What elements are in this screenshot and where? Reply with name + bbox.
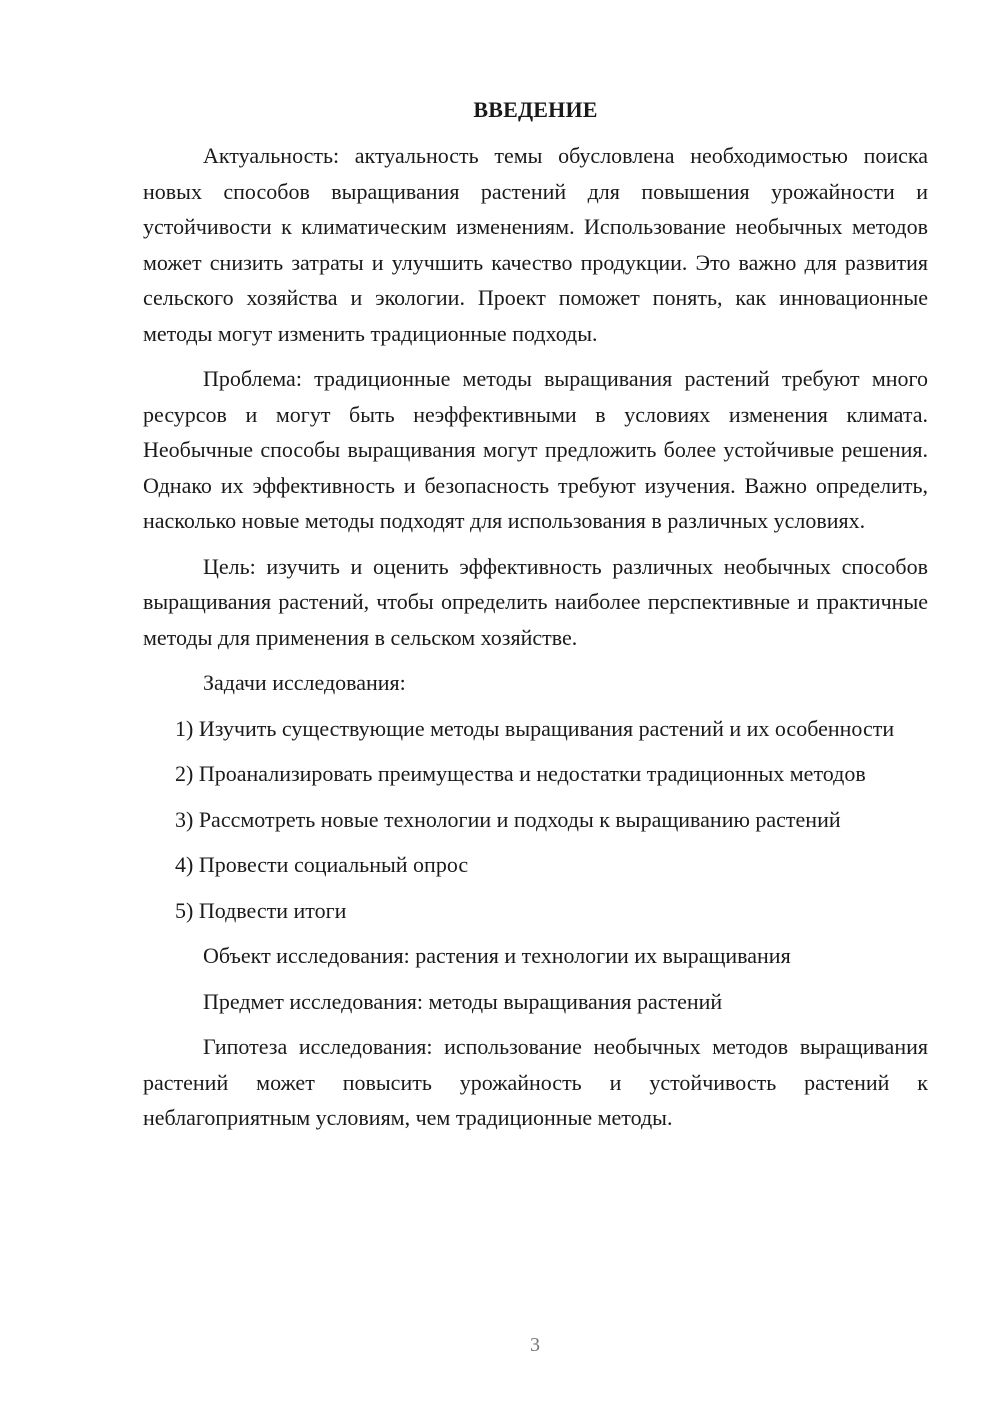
document-body — [143, 94, 928, 1136]
goal-paragraph: Цель: изучить и оценить эффективность различных необычных способов выращивания растений, чтобы определить наиболее перспективные и практичные методы для применения в сельском хозяйстве. — [143, 553, 928, 650]
relevance-paragraph: Актуальность: актуальность темы обусловлена необходимостью поиска новых способов выращивания растений для повышения урожайности и устойчивости к климатическим изменениям. Использование необычных методов может снизить затраты и улучшить качество продукции. Это важно для развития сельского хозяйства и экологии. Проект поможет понять, как инновационные методы могут изменить традиционные подходы. — [143, 143, 928, 346]
list-item: 2) Проанализировать преимущества и недостатки традиционных методов — [175, 761, 866, 786]
hypothesis-paragraph: Гипотеза исследования: использование необычных методов выращивания растений может повысить урожайность и устойчивость растений к неблагоприятным условиям, чем традиционные методы. — [143, 1034, 928, 1130]
page-title: ВВЕДЕНИЕ — [473, 97, 598, 122]
list-item: 3) Рассмотреть новые технологии и подходы к выращиванию растений — [175, 806, 841, 832]
research-subject: Предмет исследования: методы выращивания растений — [203, 988, 723, 1014]
list-item: 4) Провести социальный опрос — [175, 852, 469, 877]
list-item: 1) Изучить существующие методы выращивания растений и их особенности — [175, 715, 895, 741]
problem-paragraph: Проблема: традиционные методы выращивания растений требуют много ресурсов и могут быть неэффективными в условиях изменения климата. Необычные способы выращивания могут предложить более устойчивые решения. Однако их эффективность и безопасность требуют изучения. Важно определить, насколько новые методы подходят для использования в различных условиях. — [143, 366, 928, 533]
tasks-heading: Задачи исследования: — [203, 670, 406, 695]
research-object: Объект исследования: растения и технологии их выращивания — [203, 943, 791, 968]
list-item: 5) Подвести итоги — [175, 897, 347, 923]
page-number: 3 — [530, 1334, 540, 1356]
tasks-list — [143, 711, 928, 929]
